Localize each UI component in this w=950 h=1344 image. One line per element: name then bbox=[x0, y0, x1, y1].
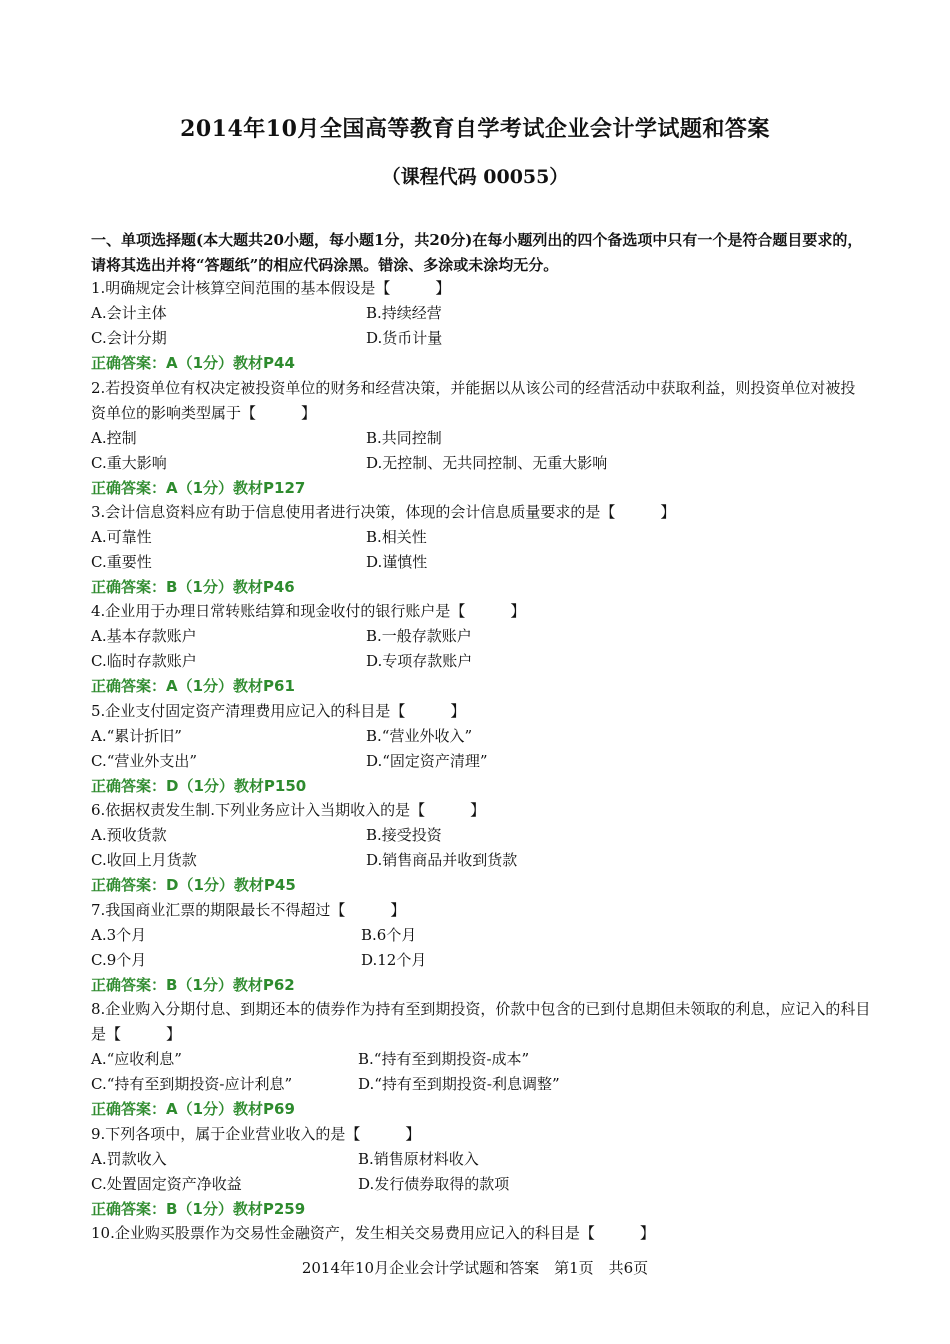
option-a: A.“累计折旧” bbox=[91, 727, 182, 745]
option-c: C.“营业外支出” bbox=[91, 752, 198, 770]
option-row bbox=[91, 749, 881, 774]
question-stem: 3.会计信息资料应有助于信息使用者进行决策，体现的会计信息质量要求的是【 】 bbox=[91, 503, 676, 521]
question-stem: 9.下列各项中，属于企业营业收入的是【 】 bbox=[91, 1125, 421, 1143]
option-c: C.9个月 bbox=[91, 951, 147, 969]
option-row bbox=[91, 649, 881, 674]
option-a: A.3个月 bbox=[91, 926, 147, 944]
option-row bbox=[91, 326, 881, 351]
question-8 bbox=[91, 997, 881, 1122]
option-c: C.临时存款账户 bbox=[91, 652, 197, 670]
question-2 bbox=[91, 376, 881, 501]
question-stem: 6.依据权责发生制.下列业务应计入当期收入的是【 】 bbox=[91, 801, 486, 819]
option-row bbox=[91, 724, 881, 749]
option-d: D.专项存款账户 bbox=[366, 652, 473, 670]
option-a: A.控制 bbox=[91, 429, 137, 447]
question-1 bbox=[91, 276, 881, 376]
question-6 bbox=[91, 798, 881, 898]
option-b: B.6个月 bbox=[361, 926, 417, 944]
option-a: A.预收货款 bbox=[91, 826, 167, 844]
option-b: B.共同控制 bbox=[366, 429, 442, 447]
question-stem: 5.企业支付固定资产清理费用应记入的科目是【 】 bbox=[91, 702, 466, 720]
option-row bbox=[91, 525, 881, 550]
section-heading: 一、单项选择题(本大题共20小题，每小题1分，共20分)在每小题列出的四个备选项中只有一个是符合题目要求的，请将其选出并将“答题纸”的相应代码涂黑。错涂、多涂或未涂均无分。 bbox=[91, 231, 863, 274]
question-stem: 4.企业用于办理日常转账结算和现金收付的银行账户是【 】 bbox=[91, 602, 526, 620]
option-row bbox=[91, 451, 881, 476]
question-stem: 8.企业购入分期付息、到期还本的债券作为持有至到期投资，价款中包含的已到付息期但未领取的利息，应记入的科目是【 】 bbox=[91, 1000, 871, 1043]
correct-answer: 正确答案：B（1分）教材P259 bbox=[91, 1200, 306, 1218]
option-b: B.“持有至到期投资-成本” bbox=[358, 1050, 530, 1068]
document-title: 2014年10月全国高等教育自学考试企业会计学试题和答案 bbox=[180, 116, 770, 142]
option-a: A.可靠性 bbox=[91, 528, 152, 546]
question-stem: 10.企业购买股票作为交易性金融资产，发生相关交易费用应记入的科目是【 】 bbox=[91, 1224, 655, 1242]
option-b: B.接受投资 bbox=[366, 826, 442, 844]
option-row bbox=[91, 823, 881, 848]
option-c: C.“持有至到期投资-应计利息” bbox=[91, 1075, 293, 1093]
option-d: D.货币计量 bbox=[366, 329, 443, 347]
option-row bbox=[91, 848, 881, 873]
option-b: B.一般存款账户 bbox=[366, 627, 472, 645]
option-row bbox=[91, 550, 881, 575]
question-5 bbox=[91, 699, 881, 799]
option-d: D.无控制、无共同控制、无重大影响 bbox=[366, 454, 608, 472]
option-b: B.销售原材料收入 bbox=[358, 1150, 479, 1168]
question-stem: 2.若投资单位有权决定被投资单位的财务和经营决策，并能据以从该公司的经营活动中获取利益，则投资单位对被投资单位的影响类型属于【 】 bbox=[91, 379, 856, 422]
option-row bbox=[91, 1047, 881, 1072]
option-b: B.持续经营 bbox=[366, 304, 442, 322]
question-3 bbox=[91, 500, 881, 600]
option-row bbox=[91, 1172, 881, 1197]
option-c: C.收回上月货款 bbox=[91, 851, 197, 869]
question-10 bbox=[91, 1221, 881, 1246]
question-9 bbox=[91, 1122, 881, 1222]
option-a: A.罚款收入 bbox=[91, 1150, 167, 1168]
question-7 bbox=[91, 898, 881, 998]
question-stem: 7.我国商业汇票的期限最长不得超过【 】 bbox=[91, 901, 406, 919]
option-row bbox=[91, 1072, 881, 1097]
option-b: B.相关性 bbox=[366, 528, 427, 546]
option-row bbox=[91, 1147, 881, 1172]
option-b: B.“营业外收入” bbox=[366, 727, 473, 745]
correct-answer: 正确答案：D（1分）教材P45 bbox=[91, 876, 296, 894]
option-d: D.12个月 bbox=[361, 951, 427, 969]
option-d: D.“持有至到期投资-利息调整” bbox=[358, 1075, 560, 1093]
option-d: D.“固定资产清理” bbox=[366, 752, 488, 770]
option-c: C.重要性 bbox=[91, 553, 152, 571]
option-a: A.基本存款账户 bbox=[91, 627, 197, 645]
option-c: C.处置固定资产净收益 bbox=[91, 1175, 242, 1193]
correct-answer: 正确答案：A（1分）教材P44 bbox=[91, 354, 295, 372]
option-c: C.会计分期 bbox=[91, 329, 167, 347]
option-a: A.会计主体 bbox=[91, 304, 167, 322]
correct-answer: 正确答案：A（1分）教材P69 bbox=[91, 1100, 295, 1118]
option-d: D.发行债券取得的款项 bbox=[358, 1175, 510, 1193]
correct-answer: 正确答案：A（1分）教材P61 bbox=[91, 677, 295, 695]
correct-answer: 正确答案：D（1分）教材P150 bbox=[91, 777, 307, 795]
option-row bbox=[91, 426, 881, 451]
option-row bbox=[91, 948, 881, 973]
page-footer: 2014年10月企业会计学试题和答案 第1页 共6页 bbox=[301, 1259, 649, 1277]
correct-answer: 正确答案：B（1分）教材P46 bbox=[91, 578, 295, 596]
option-row bbox=[91, 301, 881, 326]
option-row bbox=[91, 923, 881, 948]
correct-answer: 正确答案：A（1分）教材P127 bbox=[91, 479, 306, 497]
option-d: D.谨慎性 bbox=[366, 553, 428, 571]
option-row bbox=[91, 624, 881, 649]
question-stem: 1.明确规定会计核算空间范围的基本假设是【 】 bbox=[91, 279, 451, 297]
correct-answer: 正确答案：B（1分）教材P62 bbox=[91, 976, 295, 994]
option-d: D.销售商品并收到货款 bbox=[366, 851, 518, 869]
option-a: A.“应收利息” bbox=[91, 1050, 182, 1068]
course-code: （课程代码 00055） bbox=[381, 166, 569, 188]
question-4 bbox=[91, 599, 881, 699]
option-c: C.重大影响 bbox=[91, 454, 167, 472]
